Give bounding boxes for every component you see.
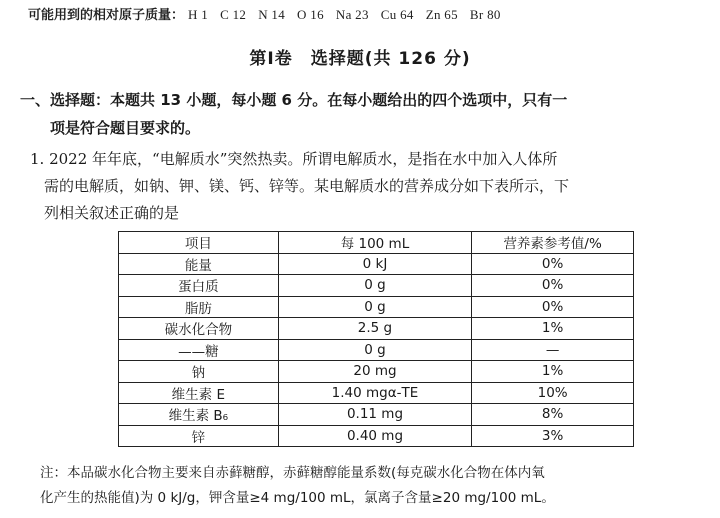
row-amount: 2.5 g	[278, 318, 472, 340]
atomic-mass-c: C 12	[220, 7, 247, 22]
header-nrv: 营养素参考值/%	[472, 232, 634, 254]
table-row	[119, 253, 634, 275]
row-nrv: 1%	[472, 318, 634, 340]
row-item: 碳水化合物	[119, 318, 279, 340]
nutrition-table	[118, 231, 634, 447]
row-nrv: —	[472, 339, 634, 361]
row-amount: 0 g	[278, 296, 472, 318]
row-nrv: 1%	[472, 361, 634, 383]
row-amount: 1.40 mgα-TE	[278, 382, 472, 404]
atomic-masses-values	[188, 7, 513, 22]
row-nrv: 0%	[472, 296, 634, 318]
row-nrv: 0%	[472, 275, 634, 297]
question-line-2: 需的电解质，如钠、钾、镁、钙、锌等。某电解质水的营养成分如下表所示，下	[44, 177, 570, 195]
row-nrv: 10%	[472, 382, 634, 404]
question-line-1: 1. 2022 年年底，“电解质水”突然热卖。所谓电解质水，是指在水中加入人体所	[30, 150, 558, 168]
row-nrv: 8%	[472, 404, 634, 426]
header-item: 项目	[119, 232, 279, 254]
atomic-mass-cu: Cu 64	[380, 7, 414, 22]
table-row	[119, 296, 634, 318]
instruction-line-2: 项是符合题目要求的。	[50, 119, 201, 137]
table-row	[119, 404, 634, 426]
row-item: 钠	[119, 361, 279, 383]
table-row	[119, 425, 634, 447]
row-item: 维生素 E	[119, 382, 279, 404]
row-amount: 0.11 mg	[278, 404, 472, 426]
question-line-3: 列相关叙述正确的是	[44, 204, 180, 222]
row-amount: 0 kJ	[278, 253, 472, 275]
row-item: ——糖	[119, 339, 279, 361]
table-row	[119, 361, 634, 383]
question-1	[30, 146, 680, 227]
row-amount: 0 g	[278, 275, 472, 297]
row-item: 锌	[119, 425, 279, 447]
volume-title: 第Ⅰ卷 选择题(共 126 分)	[249, 49, 471, 69]
row-item: 能量	[119, 253, 279, 275]
atomic-mass-na: Na 23	[335, 7, 369, 22]
row-item: 蛋白质	[119, 275, 279, 297]
note-line-1: 注：本品碳水化合物主要来自赤藓糖醇，赤藓糖醇能量系数(每克碳水化合物在体内氧	[40, 465, 545, 481]
row-amount: 20 mg	[278, 361, 472, 383]
row-nrv: 3%	[472, 425, 634, 447]
table-header-row	[119, 232, 634, 254]
atomic-mass-h: H 1	[188, 7, 209, 22]
row-item: 维生素 B₆	[119, 404, 279, 426]
atomic-mass-o: O 16	[297, 7, 324, 22]
atomic-masses-label: 可能用到的相对原子质量：	[28, 8, 185, 23]
row-amount: 0.40 mg	[278, 425, 472, 447]
row-nrv: 0%	[472, 253, 634, 275]
atomic-mass-br: Br 80	[469, 7, 501, 22]
table-row	[119, 318, 634, 340]
table-note	[40, 461, 700, 511]
section-instruction	[20, 86, 700, 142]
row-amount: 0 g	[278, 339, 472, 361]
note-line-2: 化产生的热能值)为 0 kJ/g，钾含量≥4 mg/100 mL，氯离子含量≥20 mg/100 mL。	[40, 490, 555, 506]
table-row	[119, 275, 634, 297]
table-row	[119, 382, 634, 404]
atomic-mass-n: N 14	[258, 7, 286, 22]
instruction-line-1: 一、选择题：本题共 13 小题，每小题 6 分。在每小题给出的四个选项中，只有一	[20, 91, 568, 109]
atomic-mass-zn: Zn 65	[425, 7, 458, 22]
atomic-masses-line	[28, 4, 708, 23]
row-item: 脂肪	[119, 296, 279, 318]
header-per-100ml: 每 100 mL	[278, 232, 472, 254]
table-row	[119, 339, 634, 361]
